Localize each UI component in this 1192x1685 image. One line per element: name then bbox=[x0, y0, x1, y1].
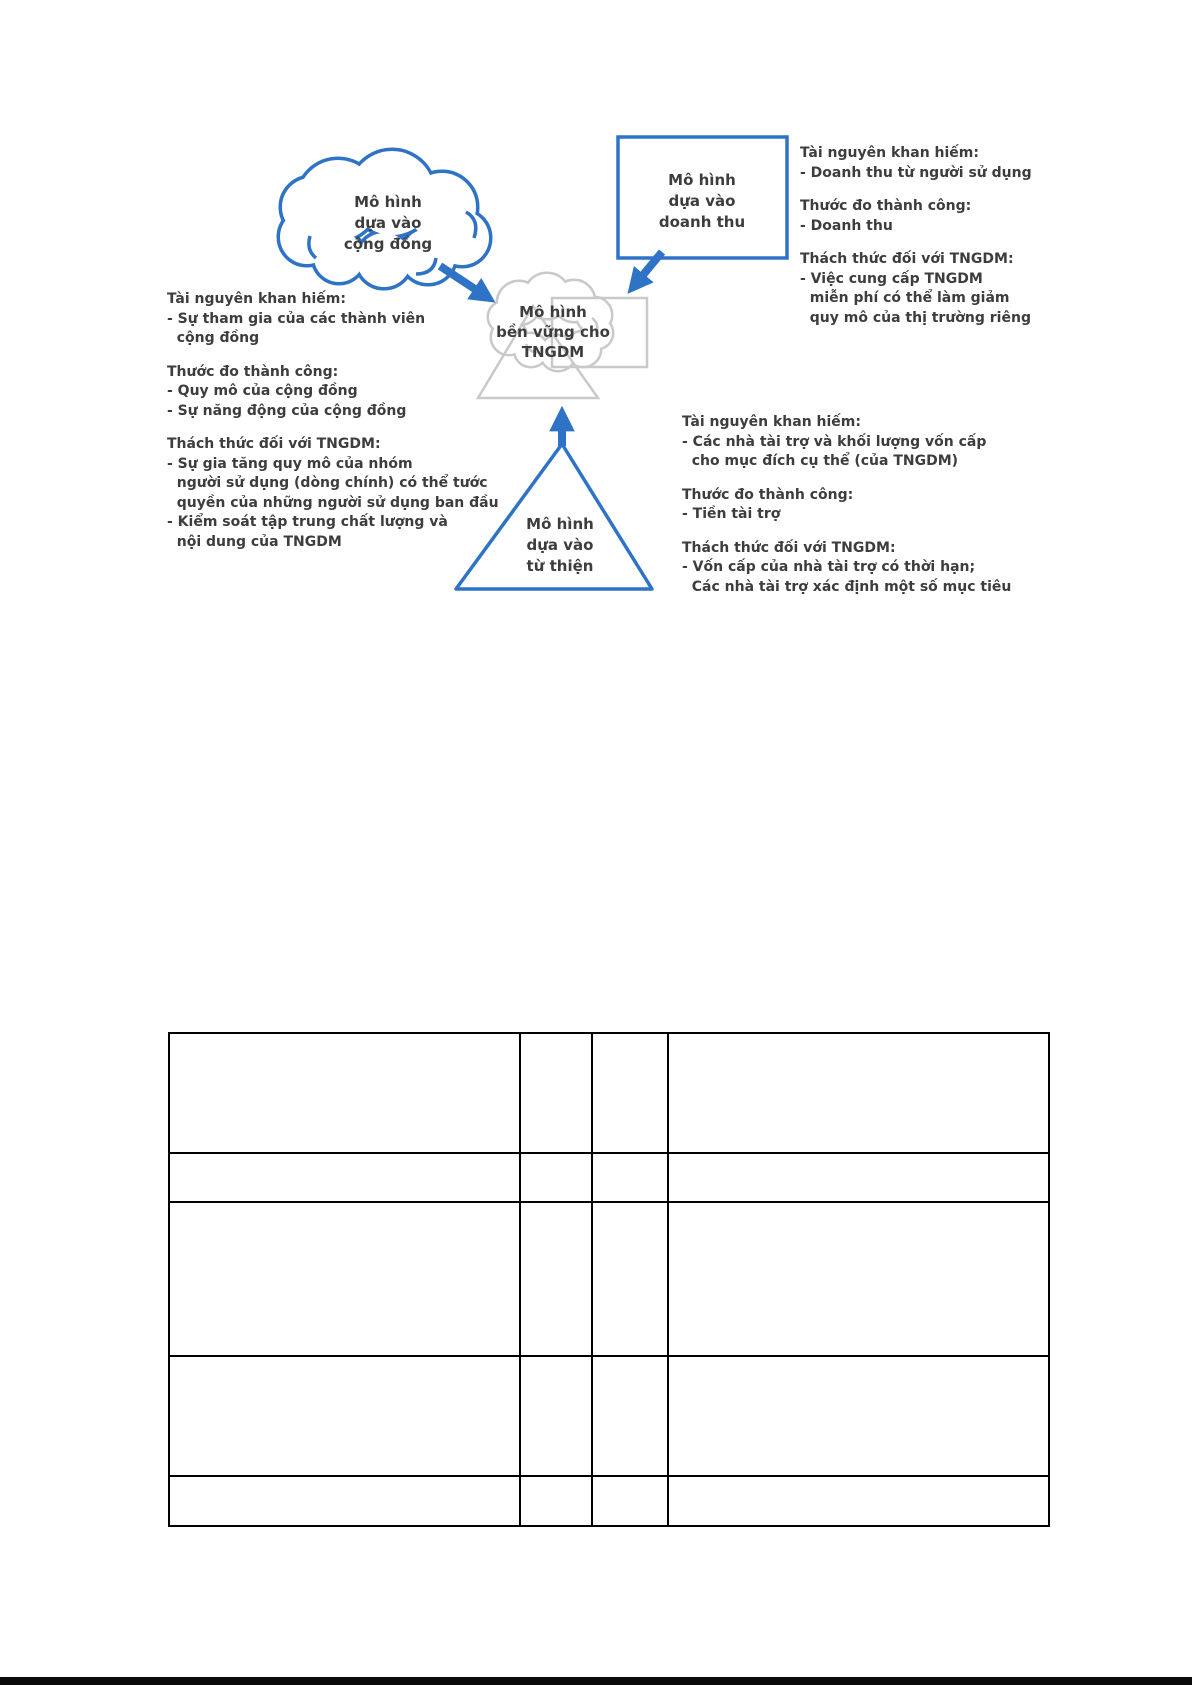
table-cell bbox=[669, 1034, 1048, 1154]
label-line: bền vững cho bbox=[496, 323, 610, 341]
table-cell bbox=[521, 1477, 593, 1525]
notes-line: quy mô của thị trường riêng bbox=[800, 309, 1031, 326]
notes-line: nội dung của TNGDM bbox=[167, 533, 342, 550]
label-line: Mô hình bbox=[526, 515, 594, 533]
table-cell bbox=[170, 1203, 521, 1357]
notes-heading: Thước đo thành công: bbox=[167, 363, 339, 380]
table-cell bbox=[170, 1034, 521, 1154]
label-line: TNGDM bbox=[521, 343, 585, 361]
notes-group-resources bbox=[167, 290, 499, 349]
notes-group-challenges bbox=[167, 435, 499, 552]
notes-line: Các nhà tài trợ xác định một số mục tiêu bbox=[682, 578, 1012, 595]
table-cell bbox=[593, 1203, 669, 1357]
table-cell bbox=[521, 1357, 593, 1477]
table-cell bbox=[170, 1357, 521, 1477]
notes-group-success bbox=[800, 197, 1032, 236]
notes-line: - Quy mô của cộng đồng bbox=[167, 383, 358, 399]
notes-line: - Sự tham gia của các thành viên bbox=[167, 310, 426, 327]
notes-line: - Việc cung cấp TNGDM bbox=[800, 270, 983, 287]
notes-heading: Thách thức đối với TNGDM: bbox=[167, 436, 381, 452]
notes-heading: Thước đo thành công: bbox=[800, 198, 972, 214]
notes-line: - Doanh thu bbox=[800, 217, 893, 234]
notes-line: người sử dụng (dòng chính) có thể tước bbox=[167, 475, 488, 491]
community-notes bbox=[167, 290, 499, 566]
label-line: dựa vào bbox=[354, 214, 422, 232]
label-line: Mô hình bbox=[519, 303, 587, 321]
blank-table bbox=[168, 1032, 1050, 1527]
notes-line: - Kiểm soát tập trung chất lượng và bbox=[167, 514, 448, 530]
notes-group-success bbox=[167, 363, 499, 422]
notes-group-resources bbox=[800, 144, 1032, 183]
charity-triangle-label bbox=[482, 514, 638, 577]
table-cell bbox=[593, 1034, 669, 1154]
notes-line: - Vốn cấp của nhà tài trợ có thời hạn; bbox=[682, 559, 976, 575]
table-cell bbox=[170, 1477, 521, 1525]
revenue-notes bbox=[800, 144, 1032, 342]
table-cell bbox=[593, 1477, 669, 1525]
table-cell bbox=[521, 1034, 593, 1154]
label-line: Mô hình bbox=[668, 171, 736, 189]
notes-line: - Sự năng động của cộng đồng bbox=[167, 402, 407, 419]
table-cell bbox=[521, 1203, 593, 1357]
table-cell bbox=[170, 1154, 521, 1203]
community-cloud-label bbox=[308, 192, 468, 255]
notes-line: cộng đồng bbox=[167, 330, 260, 346]
label-line: từ thiện bbox=[526, 557, 594, 575]
notes-heading: Thách thức đối với TNGDM: bbox=[682, 539, 896, 556]
notes-line: - Doanh thu từ người sử dụng bbox=[800, 164, 1032, 181]
notes-group-success bbox=[682, 486, 1011, 525]
notes-line: miễn phí có thể làm giảm bbox=[800, 290, 1010, 306]
notes-group-challenges bbox=[800, 250, 1032, 328]
label-line: cộng đồng bbox=[343, 235, 433, 253]
table-cell bbox=[669, 1154, 1048, 1203]
notes-group-resources bbox=[682, 413, 1011, 472]
table-cell bbox=[669, 1357, 1048, 1477]
notes-line: quyền của những người sử dụng ban đầu bbox=[167, 494, 499, 511]
notes-heading: Tài nguyên khan hiếm: bbox=[800, 145, 979, 161]
label-line: dựa vào bbox=[668, 192, 736, 210]
table-cell bbox=[669, 1477, 1048, 1525]
revenue-box-label bbox=[622, 170, 782, 233]
notes-line: - Sự gia tăng quy mô của nhóm bbox=[167, 455, 413, 472]
notes-heading: Tài nguyên khan hiếm: bbox=[167, 291, 346, 307]
charity-notes bbox=[682, 413, 1011, 611]
notes-heading: Thước đo thành công: bbox=[682, 486, 854, 503]
notes-heading: Thách thức đối với TNGDM: bbox=[800, 251, 1014, 267]
label-line: dựa vào bbox=[526, 536, 594, 554]
notes-group-challenges bbox=[682, 539, 1011, 598]
label-line: Mô hình bbox=[354, 193, 422, 211]
notes-line: cho mục đích cụ thể (của TNGDM) bbox=[682, 453, 959, 469]
label-line: doanh thu bbox=[658, 213, 746, 231]
table-cell bbox=[521, 1154, 593, 1203]
table-cell bbox=[593, 1357, 669, 1477]
page-footer-bar bbox=[0, 1677, 1192, 1685]
notes-heading: Tài nguyên khan hiếm: bbox=[682, 414, 861, 430]
table-cell bbox=[669, 1203, 1048, 1357]
table-cell bbox=[593, 1154, 669, 1203]
notes-line: - Các nhà tài trợ và khối lượng vốn cấp bbox=[682, 433, 987, 450]
notes-line: - Tiền tài trợ bbox=[682, 506, 781, 522]
